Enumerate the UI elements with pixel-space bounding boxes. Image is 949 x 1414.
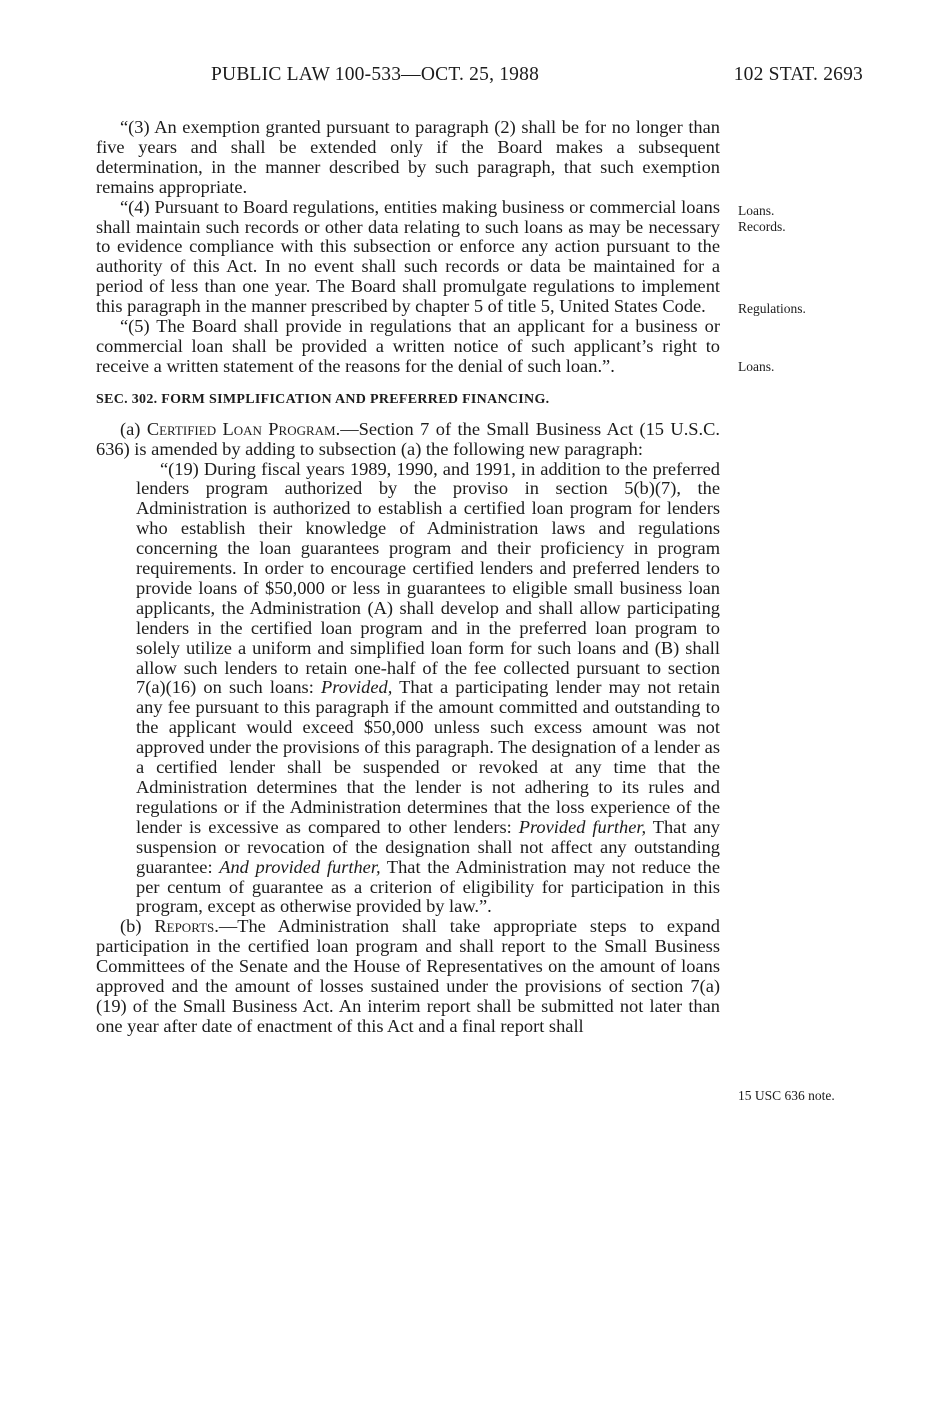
margin-note-loans: Loans. <box>738 203 775 218</box>
margin-note-loans-records <box>738 203 786 235</box>
statute-page-number: 102 STAT. 2693 <box>733 64 863 85</box>
paragraph-19 <box>136 460 720 918</box>
paragraph-19-part4: That the Administration may not reduce the per centum of guarantee as a criterion of eligibility for participation in this program, except as otherwise provided by law.”. <box>136 856 721 917</box>
paragraph-19-part1: “(19) During fiscal years 1989, 1990, and 1991, in addition to the preferred lenders program authorized by the proviso in section 5(b)(7), the Administration is authorized to establish a certified loan program for lenders who establish their knowledge of Administration laws and regulations concerning the loan guarantees program and their proficiency in program requirements. In order to encourage certified lenders and preferred lenders to provide loans of $50,000 or less in guarantees to eligible small business loan applicants, the Administration (A) shall develop and shall allow participating lenders in the certified loan program and in the preferred loan program to solely utilize a uniform and simplified loan form for such loans and (B) shall allow such lenders to retain one-half of the fee collected pursuant to section 7(a)(16) on such loans: <box>136 458 720 698</box>
proviso-3: And provided further, <box>219 856 381 877</box>
subsection-b-label: (b) <box>120 916 155 937</box>
subsection-b-text: —The Administration shall take appropriate steps to expand participation in the certified loan program and shall report to the Small Business Committees of the Senate and the House of Representatives on the amount of loans approved and the amount of losses sustained under the provisions of section 7(a)(19) of the Small Business Act. An interim report shall be submitted not later than one year after date of enactment of this Act and a final report shall <box>96 916 720 1036</box>
paragraph-5: “(5) The Board shall provide in regulations that an applicant for a business or commercial loan shall be provided a written notice of such applicant’s right to receive a written statement of the reasons for the denial of such loan.”. <box>96 316 720 376</box>
paragraph-4: “(4) Pursuant to Board regulations, entities making business or commercial loans shall maintain such records or other data relating to such loans as may be necessary to evidence compliance with this subsection or enforce any action pursuant to the authority of this Act. In no event shall such records or data be maintained for a period of less than one year. The Board shall promulgate regulations to implement this paragraph in the manner prescribed by chapter 5 of title 5, United States Code. <box>96 196 720 317</box>
page-header <box>96 64 863 88</box>
margin-note-regulations: Regulations. <box>738 301 806 316</box>
proviso-1: Provided, <box>320 677 393 698</box>
paragraph-19-part2: That a participating lender may not retain any fee pursuant to this paragraph if the amount committed and outstanding to the applicant would exceed $50,000 unless such excess amount was not approved under the provisions of this paragraph. The designation of a lender as a certified lender shall be suspended or revoked at any time that the Administration determines that the lender is not adhering to its rules and regulations or if the Administration determines that the loss experience of the lender is excessive as compared to other lenders: <box>136 677 720 837</box>
subsection-b <box>96 917 720 1036</box>
public-law-title: PUBLIC LAW 100-533—OCT. 25, 1988 <box>211 64 540 85</box>
subsection-a-heading: Certified Loan Program. <box>146 418 341 439</box>
body-text <box>96 118 720 1037</box>
margin-note-records: Records. <box>738 219 786 234</box>
subsection-a-text: —Section 7 of the Small Business Act (15 U.S.C. 636) is amended by adding to subsection (a) the following new paragraph: <box>96 418 720 459</box>
margin-note-loans-2: Loans. <box>738 359 775 374</box>
paragraph-19-part3: That any suspension or revocation of the designation shall not affect any outstanding guarantee: <box>136 816 720 877</box>
paragraph-3: “(3) An exemption granted pursuant to paragraph (2) shall be for no longer than five years and shall be extended only if the Board makes a subsequent determination, in the manner described by such paragraph, that such exemption remains appropriate. <box>96 117 720 197</box>
subsection-b-heading: Reports. <box>154 916 219 937</box>
margin-note-usc: 15 USC 636 note. <box>738 1088 835 1103</box>
subsection-a <box>96 420 720 460</box>
proviso-2: Provided further, <box>518 816 647 837</box>
section-heading: SEC. 302. FORM SIMPLIFICATION AND PREFERRED FINANCING. <box>96 391 550 407</box>
subsection-a-label: (a) <box>120 418 147 439</box>
